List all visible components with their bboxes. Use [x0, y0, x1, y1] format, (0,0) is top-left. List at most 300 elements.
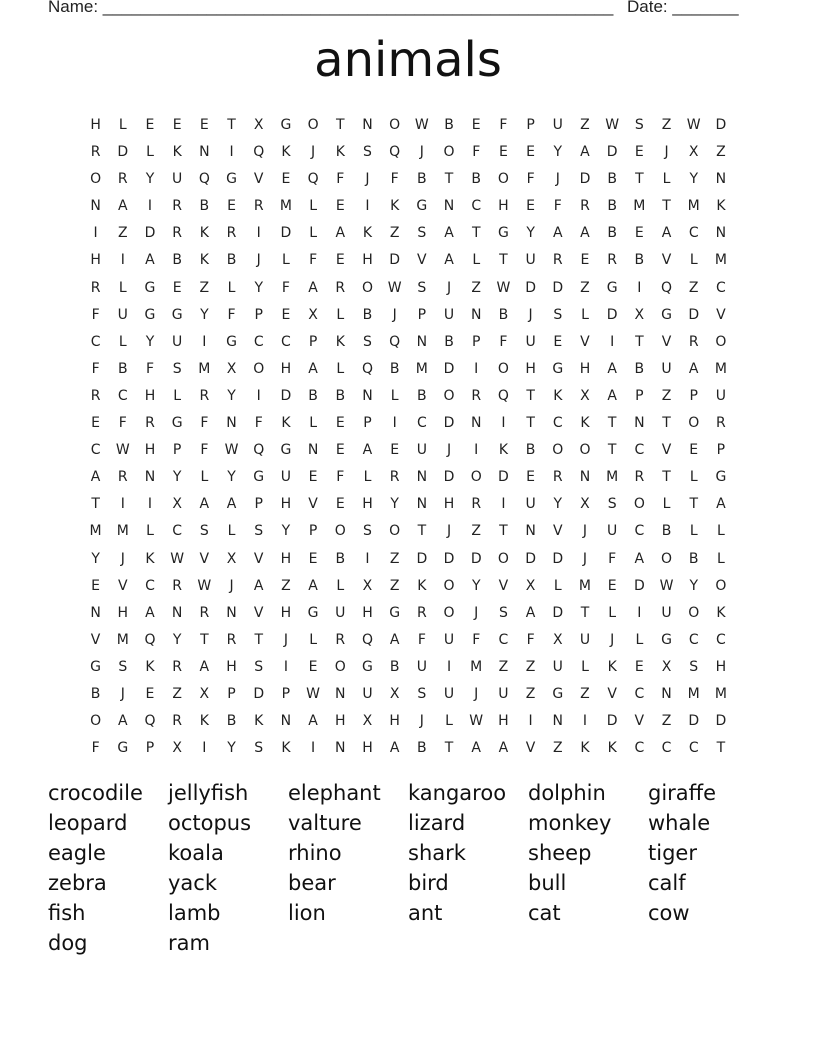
grid-letter: C — [716, 279, 726, 296]
grid-letter: J — [120, 685, 125, 702]
grid-letter: S — [689, 658, 699, 675]
grid-letter: X — [226, 550, 237, 567]
grid-letter: G — [416, 198, 428, 215]
word-list-item: dolphin — [528, 781, 606, 805]
grid-letter: L — [581, 306, 589, 323]
grid-letter: P — [308, 523, 318, 540]
grid-letter: F — [145, 360, 154, 377]
grid-letter: A — [525, 604, 536, 621]
grid-letter: E — [172, 117, 182, 133]
grid-letter: R — [580, 198, 590, 215]
grid-letter: K — [281, 144, 291, 161]
grid-letter: L — [118, 117, 127, 133]
grid-letter: V — [253, 171, 264, 188]
name-field-label: Name: ______________________________________________________ — [48, 0, 614, 16]
grid-letter: C — [90, 333, 101, 350]
grid-letter: F — [281, 279, 290, 296]
grid-letter: H — [362, 252, 373, 269]
grid-letter: G — [661, 306, 672, 323]
grid-letter: M — [714, 360, 727, 377]
grid-letter: F — [91, 740, 100, 757]
grid-letter: C — [552, 415, 563, 432]
grid-letter: R — [389, 469, 400, 486]
grid-letter: P — [145, 740, 155, 757]
grid-letter: B — [226, 713, 237, 730]
grid-letter: R — [90, 279, 101, 296]
grid-letter: U — [443, 685, 455, 702]
grid-letter: L — [227, 279, 236, 296]
grid-letter: U — [661, 360, 672, 377]
grid-letter: P — [526, 117, 535, 133]
grid-letter: Z — [552, 740, 563, 757]
grid-letter: E — [308, 658, 318, 675]
grid-letter: B — [199, 198, 210, 215]
grid-letter: I — [202, 740, 207, 757]
grid-letter: H — [389, 713, 400, 730]
grid-letter: V — [634, 713, 645, 730]
grid-letter: Z — [661, 713, 672, 730]
grid-letter: H — [280, 550, 292, 567]
grid-letter: A — [444, 225, 454, 242]
grid-letter: H — [117, 604, 129, 621]
grid-letter: C — [634, 523, 645, 540]
grid-letter: Q — [389, 333, 401, 350]
grid-letter: J — [392, 306, 397, 323]
grid-letter: G — [253, 469, 265, 486]
grid-letter: Q — [389, 144, 401, 161]
grid-letter: O — [361, 279, 373, 296]
grid-letter: A — [580, 225, 590, 242]
grid-letter: N — [362, 117, 373, 133]
word-list-item: zebra — [48, 871, 107, 895]
grid-letter: T — [635, 333, 644, 350]
grid-letter: V — [253, 550, 264, 567]
grid-letter: Y — [553, 144, 563, 161]
grid-letter: U — [498, 685, 509, 702]
grid-letter: L — [336, 306, 345, 323]
grid-letter: K — [607, 740, 617, 757]
grid-letter: R — [226, 631, 237, 648]
grid-letter: W — [224, 442, 239, 459]
grid-letter: A — [634, 550, 645, 567]
grid-letter: D — [552, 550, 564, 567]
word-list-item: leopard — [48, 811, 128, 835]
grid-letter: L — [689, 523, 698, 540]
grid-letter: W — [170, 550, 185, 567]
grid-letter: O — [334, 523, 346, 540]
grid-letter: S — [417, 225, 427, 242]
grid-letter: Q — [144, 631, 156, 648]
grid-letter: B — [308, 387, 318, 404]
grid-letter: B — [471, 171, 482, 188]
grid-letter: X — [226, 360, 237, 377]
grid-letter: P — [308, 333, 318, 350]
grid-letter: B — [362, 306, 373, 323]
grid-letter: V — [661, 252, 672, 269]
grid-letter: V — [525, 740, 536, 757]
grid-letter: L — [336, 360, 345, 377]
grid-letter: E — [526, 144, 536, 161]
grid-letter: A — [552, 225, 563, 242]
letter-grid — [82, 112, 735, 762]
grid-letter: F — [417, 631, 426, 648]
grid-letter: A — [688, 360, 699, 377]
word-list-item: rhino — [288, 841, 342, 865]
grid-letter: W — [197, 577, 212, 594]
grid-letter: V — [90, 631, 101, 648]
grid-letter: C — [471, 198, 482, 215]
grid-letter: B — [335, 550, 346, 567]
grid-letter: Z — [580, 117, 590, 133]
grid-letter: Z — [471, 523, 482, 540]
grid-letter: A — [498, 740, 509, 757]
grid-letter: H — [144, 387, 156, 404]
grid-letter: Q — [661, 279, 673, 296]
grid-letter: J — [474, 685, 479, 702]
grid-letter: K — [172, 144, 182, 161]
grid-letter: E — [526, 469, 536, 486]
grid-letter: G — [226, 171, 237, 188]
grid-letter: O — [552, 442, 564, 459]
grid-letter: Z — [525, 685, 536, 702]
grid-letter: T — [499, 523, 508, 540]
grid-letter: V — [607, 685, 617, 702]
grid-letter: Y — [91, 550, 100, 567]
grid-letter: N — [335, 740, 346, 757]
grid-letter: X — [362, 577, 373, 594]
grid-letter: Q — [307, 171, 319, 188]
grid-letter: D — [144, 225, 156, 242]
grid-letter: H — [362, 496, 373, 513]
grid-letter: F — [553, 198, 562, 215]
grid-letter: K — [716, 604, 726, 621]
grid-letter: I — [365, 550, 370, 567]
grid-letter: M — [116, 523, 129, 540]
grid-letter: L — [662, 496, 671, 513]
grid-letter: L — [608, 604, 617, 621]
grid-letter: B — [607, 225, 617, 242]
word-list-item: monkey — [528, 811, 612, 835]
grid-letter: T — [444, 740, 454, 757]
grid-letter: Z — [580, 279, 590, 296]
grid-letter: Z — [525, 658, 536, 675]
grid-letter: K — [335, 144, 345, 161]
grid-letter: L — [309, 415, 317, 432]
grid-letter: K — [199, 252, 209, 269]
grid-letter: H — [280, 360, 292, 377]
grid-letter: R — [172, 577, 183, 594]
grid-letter: K — [254, 713, 264, 730]
grid-letter: T — [471, 225, 481, 242]
grid-letter: Z — [389, 225, 400, 242]
grid-letter: D — [525, 279, 536, 296]
grid-letter: Z — [716, 144, 726, 161]
grid-letter: T — [200, 631, 209, 648]
grid-letter: S — [607, 496, 617, 513]
grid-letter: A — [308, 279, 318, 296]
grid-letter: A — [335, 225, 346, 242]
grid-letter: T — [662, 415, 671, 432]
grid-letter: T — [689, 496, 698, 513]
grid-letter: Y — [254, 279, 263, 296]
grid-letter: N — [715, 171, 727, 188]
grid-letter: E — [689, 442, 699, 459]
grid-letter: B — [498, 306, 509, 323]
grid-letter: L — [309, 631, 317, 648]
grid-letter: T — [499, 252, 508, 269]
grid-letter: T — [635, 171, 644, 188]
grid-letter: H — [525, 360, 536, 377]
grid-letter: Q — [198, 171, 210, 188]
grid-letter: E — [145, 117, 155, 133]
grid-letter: U — [362, 685, 373, 702]
grid-letter: A — [607, 360, 617, 377]
grid-letter: G — [171, 306, 183, 323]
grid-letter: X — [172, 496, 182, 513]
grid-letter: D — [525, 550, 536, 567]
grid-letter: L — [553, 577, 562, 594]
grid-letter: J — [256, 252, 261, 269]
grid-letter: C — [90, 442, 101, 459]
grid-letter: Y — [227, 469, 236, 486]
grid-letter: S — [417, 685, 427, 702]
grid-letter: N — [416, 469, 428, 486]
grid-letter: P — [716, 442, 726, 459]
grid-letter: E — [335, 442, 345, 459]
grid-letter: U — [172, 333, 183, 350]
grid-letter: G — [661, 631, 672, 648]
grid-letter: C — [661, 740, 672, 757]
grid-letter: R — [335, 631, 346, 648]
grid-letter: J — [555, 171, 560, 188]
grid-letter: T — [526, 415, 535, 432]
grid-letter: J — [229, 577, 234, 594]
grid-letter: T — [607, 442, 617, 459]
grid-letter: L — [282, 252, 290, 269]
grid-letter: B — [172, 252, 182, 269]
grid-letter: V — [661, 333, 672, 350]
grid-letter: R — [199, 387, 210, 404]
grid-letter: K — [607, 658, 617, 675]
grid-letter: I — [202, 333, 207, 350]
grid-letter: B — [607, 171, 617, 188]
grid-letter: D — [715, 117, 727, 133]
grid-letter: I — [474, 360, 479, 377]
grid-letter: J — [446, 279, 452, 296]
grid-letter: E — [145, 685, 155, 702]
grid-letter: X — [362, 713, 373, 730]
grid-letter: Y — [227, 387, 236, 404]
grid-letter: B — [607, 198, 617, 215]
grid-letter: S — [199, 523, 209, 540]
grid-letter: W — [387, 279, 402, 296]
grid-letter: I — [120, 252, 125, 269]
grid-letter: V — [661, 442, 672, 459]
grid-letter: N — [226, 415, 237, 432]
grid-letter: Q — [253, 144, 265, 161]
grid-letter: F — [200, 415, 209, 432]
grid-letter: G — [226, 333, 237, 350]
grid-letter: I — [283, 658, 288, 675]
grid-letter: O — [497, 360, 509, 377]
grid-letter: V — [308, 496, 318, 513]
grid-letter: O — [389, 117, 401, 133]
word-list-item: octopus — [168, 811, 252, 835]
grid-letter: M — [116, 631, 129, 648]
grid-letter: G — [552, 685, 564, 702]
grid-letter: N — [470, 306, 482, 323]
grid-letter: Z — [389, 550, 400, 567]
grid-letter: X — [634, 306, 645, 323]
grid-letter: R — [145, 415, 155, 432]
word-list-item: koala — [168, 841, 224, 865]
grid-letter: N — [525, 523, 536, 540]
grid-letter: Q — [144, 713, 156, 730]
grid-letter: T — [417, 523, 427, 540]
grid-letter: N — [335, 685, 346, 702]
grid-letter: W — [469, 713, 484, 730]
grid-letter: G — [606, 279, 618, 296]
grid-letter: H — [280, 604, 292, 621]
grid-letter: F — [608, 550, 617, 567]
grid-letter: K — [281, 740, 291, 757]
grid-letter: B — [417, 387, 427, 404]
grid-letter: F — [526, 171, 535, 188]
grid-letter: R — [117, 469, 128, 486]
grid-letter: C — [716, 631, 726, 648]
grid-letter: X — [389, 685, 400, 702]
grid-letter: W — [414, 117, 429, 133]
grid-letter: Y — [689, 577, 698, 594]
grid-letter: W — [686, 117, 701, 133]
grid-letter: D — [606, 713, 618, 730]
grid-letter: U — [552, 658, 563, 675]
grid-letter: A — [308, 360, 318, 377]
grid-letter: B — [444, 333, 454, 350]
grid-letter: N — [470, 415, 482, 432]
grid-letter: I — [528, 713, 533, 730]
grid-letter: I — [637, 279, 642, 296]
grid-letter: I — [147, 198, 153, 215]
grid-letter: A — [661, 225, 672, 242]
grid-letter: O — [497, 550, 509, 567]
grid-letter: A — [580, 144, 590, 161]
grid-letter: U — [525, 496, 536, 513]
grid-letter: B — [90, 685, 101, 702]
grid-letter: I — [392, 415, 397, 432]
grid-letter: S — [254, 658, 264, 675]
grid-letter: W — [496, 279, 511, 296]
grid-letter: D — [715, 713, 727, 730]
grid-letter: H — [226, 658, 237, 675]
grid-letter: G — [715, 469, 727, 486]
grid-letter: W — [306, 685, 321, 702]
grid-letter: Y — [281, 523, 291, 540]
grid-letter: Y — [227, 740, 236, 757]
grid-letter: K — [281, 415, 291, 432]
word-list-item: elephant — [288, 781, 381, 805]
grid-letter: L — [635, 631, 644, 648]
grid-letter: A — [471, 740, 481, 757]
grid-letter: P — [635, 387, 644, 404]
grid-letter: X — [525, 577, 536, 594]
grid-letter: F — [91, 360, 100, 377]
grid-letter: P — [281, 685, 291, 702]
grid-letter: K — [498, 442, 508, 459]
grid-letter: R — [226, 225, 237, 242]
grid-letter: S — [118, 658, 128, 675]
grid-letter: R — [335, 279, 346, 296]
grid-letter: C — [172, 523, 183, 540]
grid-letter: O — [443, 604, 455, 621]
word-list-item: sheep — [528, 841, 592, 865]
grid-letter: Z — [661, 387, 672, 404]
puzzle-title: animals — [314, 32, 502, 88]
grid-letter: X — [661, 658, 672, 675]
grid-letter: L — [689, 252, 698, 269]
grid-letter: T — [580, 604, 590, 621]
grid-letter: R — [172, 658, 183, 675]
grid-letter: J — [311, 144, 316, 161]
grid-letter: S — [417, 279, 427, 296]
grid-letter: I — [147, 496, 153, 513]
grid-letter: A — [444, 252, 454, 269]
grid-letter: J — [610, 631, 615, 648]
grid-letter: A — [308, 713, 318, 730]
grid-letter: D — [443, 550, 455, 567]
grid-letter: R — [634, 469, 645, 486]
grid-letter: M — [198, 360, 211, 377]
grid-letter: F — [336, 171, 345, 188]
grid-letter: R — [172, 713, 183, 730]
grid-letter: M — [578, 577, 592, 594]
word-list-item: bear — [288, 871, 336, 895]
grid-letter: T — [607, 415, 617, 432]
grid-letter: B — [634, 360, 645, 377]
grid-letter: B — [389, 360, 400, 377]
grid-letter: A — [199, 658, 210, 675]
grid-letter: T — [526, 387, 535, 404]
grid-letter: A — [199, 496, 210, 513]
grid-letter: G — [144, 306, 156, 323]
grid-letter: B — [525, 442, 536, 459]
grid-letter: N — [280, 713, 292, 730]
grid-letter: Q — [361, 360, 373, 377]
grid-letter: O — [443, 144, 455, 161]
grid-letter: T — [662, 469, 671, 486]
grid-letter: A — [389, 631, 400, 648]
grid-letter: E — [335, 252, 345, 269]
grid-letter: C — [688, 631, 699, 648]
grid-letter: K — [580, 740, 590, 757]
grid-letter: R — [172, 198, 183, 215]
word-list-item: ant — [408, 901, 443, 925]
grid-letter: J — [419, 713, 424, 730]
grid-letter: A — [362, 442, 373, 459]
grid-letter: L — [717, 550, 725, 567]
grid-letter: C — [634, 442, 645, 459]
grid-letter: H — [579, 360, 591, 377]
grid-letter: O — [253, 360, 265, 377]
grid-letter: R — [688, 333, 699, 350]
grid-letter: L — [146, 523, 154, 540]
grid-letter: H — [498, 198, 509, 215]
grid-letter: O — [497, 171, 509, 188]
grid-letter: R — [90, 387, 101, 404]
grid-letter: X — [253, 117, 264, 133]
grid-letter: G — [552, 360, 564, 377]
grid-letter: Y — [553, 496, 563, 513]
